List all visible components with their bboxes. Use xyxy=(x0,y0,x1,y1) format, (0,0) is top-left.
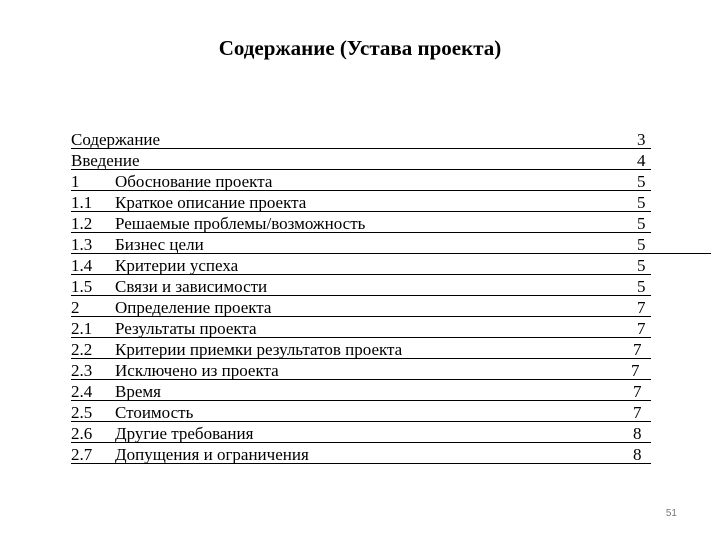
toc-page: 3 xyxy=(637,130,646,149)
toc-row xyxy=(71,402,651,423)
toc-row xyxy=(71,381,651,402)
toc-number: 2.2 xyxy=(71,340,93,359)
toc-page: 8 xyxy=(633,424,642,443)
toc-number: 1.1 xyxy=(71,193,93,212)
toc-number: 1 xyxy=(71,172,80,191)
toc-row xyxy=(71,234,651,255)
slide-number: 51 xyxy=(665,508,677,519)
toc-page: 7 xyxy=(633,403,642,422)
toc-page: 5 xyxy=(637,193,646,212)
toc-page: 7 xyxy=(637,298,646,317)
toc-page: 5 xyxy=(637,235,646,254)
toc-number: 1.5 xyxy=(71,277,93,296)
toc-row xyxy=(71,423,651,444)
toc-label: Краткое описание проекта xyxy=(115,193,307,212)
slide-title: Содержание (Устава проекта) xyxy=(218,36,502,60)
toc-label: Введение xyxy=(71,151,140,170)
toc-label: Критерии приемки результатов проекта xyxy=(115,340,403,359)
toc-page: 5 xyxy=(637,214,646,233)
toc-number: 2.4 xyxy=(71,382,93,401)
toc-row xyxy=(71,255,651,276)
toc-row xyxy=(71,444,651,465)
toc-number: 1.3 xyxy=(71,235,93,254)
toc-row xyxy=(71,339,651,360)
toc-label: Определение проекта xyxy=(115,298,272,317)
toc-page: 7 xyxy=(633,340,642,359)
toc-label: Результаты проекта xyxy=(115,319,257,338)
toc-label: Связи и зависимости xyxy=(115,277,268,296)
toc-page: 7 xyxy=(637,319,646,338)
toc-label: Содержание xyxy=(71,130,161,149)
toc-number: 2 xyxy=(71,298,80,317)
toc-row xyxy=(71,318,651,339)
toc-row xyxy=(71,297,651,318)
toc-page: 7 xyxy=(633,382,642,401)
toc-page: 4 xyxy=(637,151,646,170)
toc-row xyxy=(71,192,651,213)
toc-row xyxy=(71,150,651,171)
table-of-contents xyxy=(71,129,651,465)
toc-page: 7 xyxy=(631,361,640,380)
toc-label: Другие требования xyxy=(115,424,254,443)
toc-number: 1.2 xyxy=(71,214,93,233)
toc-row xyxy=(71,129,651,150)
toc-label: Допущения и ограничения xyxy=(115,445,309,464)
toc-number: 2.1 xyxy=(71,319,93,338)
toc-label: Время xyxy=(115,382,161,401)
toc-number: 2.3 xyxy=(71,361,93,380)
toc-number: 2.6 xyxy=(71,424,93,443)
toc-label: Бизнес цели xyxy=(115,235,204,254)
toc-page: 5 xyxy=(637,256,646,275)
toc-label: Исключено из проекта xyxy=(115,361,279,380)
toc-row xyxy=(71,171,651,192)
toc-label: Обоснование проекта xyxy=(115,172,273,191)
toc-row xyxy=(71,360,651,381)
toc-number: 2.7 xyxy=(71,445,93,464)
toc-row xyxy=(71,276,651,297)
toc-page: 5 xyxy=(637,277,646,296)
toc-label: Решаемые проблемы/возможность xyxy=(115,214,366,233)
toc-page: 5 xyxy=(637,172,646,191)
toc-label: Стоимость xyxy=(115,403,194,422)
toc-number: 1.4 xyxy=(71,256,93,275)
toc-row xyxy=(71,213,651,234)
toc-number: 2.5 xyxy=(71,403,93,422)
toc-page: 8 xyxy=(633,445,642,464)
toc-label: Критерии успеха xyxy=(115,256,239,275)
